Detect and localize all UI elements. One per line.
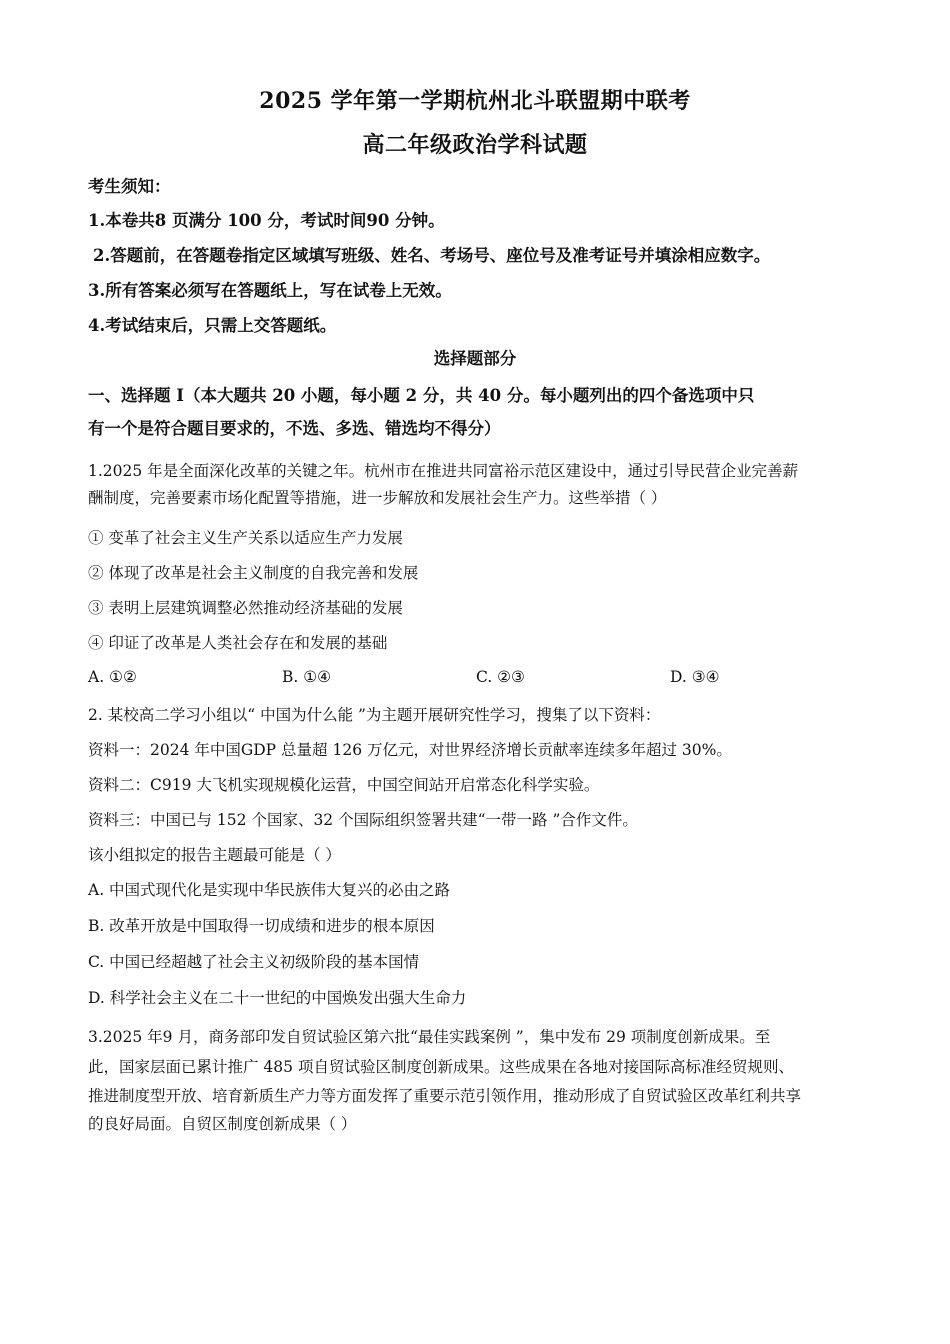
question-1-option-d[interactable]: D. ③④ (670, 668, 720, 686)
question-1-option-c[interactable]: C. ②③ (476, 668, 525, 686)
question-1-statement: ① 变革了社会主义生产关系以适应生产力发展 (88, 529, 403, 547)
question-1-statement: ② 体现了改革是社会主义制度的自我完善和发展 (88, 564, 419, 582)
question-3-stem: 推进制度型开放、培育新质生产力等方面发挥了重要示范引领作用，推动形成了自贸试验区改革红利共享 (88, 1087, 802, 1105)
question-2-stem: 2. 某校高二学习小组以“ 中国为什么能 ”为主题开展研究性学习，搜集了以下资料： (88, 706, 661, 724)
question-2-material: 资料二：C919 大飞机实现规模化运营，中国空间站开启常态化科学实验。 (88, 776, 600, 794)
section-instruction: 一、选择题 I（本大题共 20 小题，每小题 2 分，共 40 分。每小题列出的四个备选项中只 (88, 386, 755, 405)
question-1-option-b[interactable]: B. ①④ (282, 668, 332, 686)
question-2-material: 资料三：中国已与 152 个国家、32 个国际组织签署共建“一带一路 ”合作文件。 (88, 811, 638, 829)
section-heading: 选择题部分 (433, 349, 517, 368)
question-2-option-a[interactable]: A. 中国式现代化是实现中华民族伟大复兴的必由之路 (88, 881, 451, 899)
question-2-option-d[interactable]: D. 科学社会主义在二十一世纪的中国焕发出强大生命力 (88, 989, 467, 1007)
section-instruction: 有一个是符合题目要求的，不选、多选、错选均不得分） (88, 419, 501, 438)
question-1-stem: 酬制度，完善要素市场化配置等措施，进一步解放和发展社会生产力。这些举措（ ） (88, 489, 667, 507)
question-2-question: 该小组拟定的报告主题最可能是（ ） (88, 846, 341, 864)
notice-item: 4.考试结束后，只需上交答题纸。 (88, 316, 337, 335)
notice-item: 3.所有答案必须写在答题纸上，写在试卷上无效。 (88, 281, 452, 300)
question-1-stem: 1.2025 年是全面深化改革的关键之年。杭州市在推进共同富裕示范区建设中，通过引导民营企业完善薪 (88, 462, 799, 480)
notice-item: 1.本卷共8 页满分 100 分，考试时间90 分钟。 (88, 211, 445, 230)
exam-subtitle: 高二年级政治学科试题 (362, 132, 588, 158)
question-2-option-c[interactable]: C. 中国已经超越了社会主义初级阶段的基本国情 (88, 953, 420, 971)
question-2-material: 资料一：2024 年中国GDP 总量超 126 万亿元，对世界经济增长贡献率连续多年超过 30%。 (88, 741, 732, 759)
question-3-stem: 此，国家层面已累计推广 485 项自贸试验区制度创新成果。这些成果在各地对接国际高标准经贸规则、 (88, 1058, 794, 1076)
question-3-stem: 的良好局面。自贸区制度创新成果（ ） (88, 1115, 357, 1133)
question-3-stem: 3.2025 年9 月，商务部印发自贸试验区第六批“最佳实践案例 ”，集中发布 29 项制度创新成果。至 (88, 1028, 771, 1046)
question-1-statement: ④ 印证了改革是人类社会存在和发展的基础 (88, 634, 388, 652)
notice-item: 2.答题前，在答题卷指定区域填写班级、姓名、考场号、座位号及准考证号并填涂相应数字。 (93, 246, 771, 265)
question-1-statement: ③ 表明上层建筑调整必然推动经济基础的发展 (88, 599, 403, 617)
notice-heading: 考生须知： (88, 177, 171, 196)
question-2-option-b[interactable]: B. 改革开放是中国取得一切成绩和进步的根本原因 (88, 917, 435, 935)
question-1-option-a[interactable]: A. ①② (88, 668, 137, 686)
exam-title: 2025 学年第一学期杭州北斗联盟期中联考 (259, 88, 691, 114)
